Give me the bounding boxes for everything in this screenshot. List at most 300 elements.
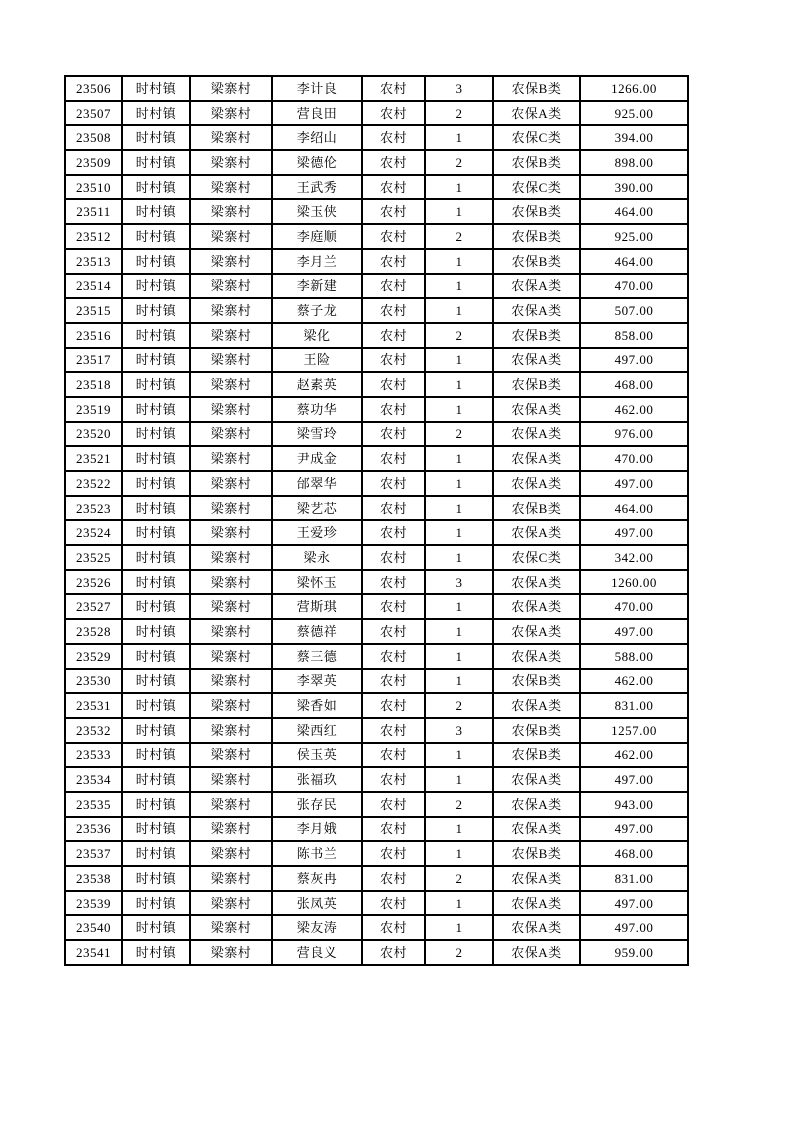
table-cell: 时村镇 [122, 669, 190, 694]
table-cell: 李月兰 [272, 249, 362, 274]
table-cell: 梁寨村 [190, 891, 272, 916]
table-cell: 农保A类 [493, 940, 580, 965]
table-cell: 23526 [65, 570, 122, 595]
table-cell: 时村镇 [122, 915, 190, 940]
table-cell: 23521 [65, 446, 122, 471]
table-cell: 2 [425, 693, 493, 718]
table-cell: 农保A类 [493, 817, 580, 842]
table-cell: 农村 [362, 520, 425, 545]
table-cell: 470.00 [580, 446, 688, 471]
table-cell: 23513 [65, 249, 122, 274]
table-body [65, 76, 688, 965]
table-cell: 农村 [362, 397, 425, 422]
table-cell: 农保A类 [493, 767, 580, 792]
table-cell: 时村镇 [122, 767, 190, 792]
table-cell: 梁寨村 [190, 545, 272, 570]
table-cell: 时村镇 [122, 866, 190, 891]
table-cell: 农保A类 [493, 397, 580, 422]
table-cell: 1257.00 [580, 718, 688, 743]
table-row [65, 101, 688, 126]
table-cell: 23508 [65, 125, 122, 150]
table-row [65, 199, 688, 224]
table-cell: 梁寨村 [190, 274, 272, 299]
table-cell: 3 [425, 76, 493, 101]
table-cell: 1 [425, 619, 493, 644]
table-cell: 营良义 [272, 940, 362, 965]
table-cell: 农保A类 [493, 101, 580, 126]
table-row [65, 298, 688, 323]
table-cell: 农村 [362, 422, 425, 447]
table-cell: 农村 [362, 940, 425, 965]
table-cell: 23528 [65, 619, 122, 644]
table-cell: 农保B类 [493, 669, 580, 694]
table-cell: 李月娥 [272, 817, 362, 842]
table-cell: 1 [425, 496, 493, 521]
table-cell: 农村 [362, 199, 425, 224]
table-cell: 时村镇 [122, 224, 190, 249]
table-row [65, 940, 688, 965]
table-cell: 时村镇 [122, 323, 190, 348]
table-cell: 1 [425, 372, 493, 397]
table-row [65, 644, 688, 669]
table-cell: 蔡功华 [272, 397, 362, 422]
table-cell: 3 [425, 570, 493, 595]
table-cell: 农保A类 [493, 619, 580, 644]
table-cell: 尹成金 [272, 446, 362, 471]
table-cell: 农保B类 [493, 224, 580, 249]
table-cell: 23533 [65, 743, 122, 768]
table-cell: 梁寨村 [190, 125, 272, 150]
table-cell: 23518 [65, 372, 122, 397]
table-cell: 梁化 [272, 323, 362, 348]
table-cell: 梁寨村 [190, 249, 272, 274]
table-cell: 农村 [362, 915, 425, 940]
table-cell: 梁寨村 [190, 76, 272, 101]
table-cell: 497.00 [580, 915, 688, 940]
table-cell: 农村 [362, 496, 425, 521]
table-cell: 时村镇 [122, 743, 190, 768]
table-cell: 农村 [362, 348, 425, 373]
table-cell: 王爱珍 [272, 520, 362, 545]
table-cell: 农保A类 [493, 594, 580, 619]
table-cell: 497.00 [580, 520, 688, 545]
table-cell: 时村镇 [122, 274, 190, 299]
table-cell: 张存民 [272, 792, 362, 817]
table-cell: 农村 [362, 767, 425, 792]
table-cell: 831.00 [580, 693, 688, 718]
table-cell: 农村 [362, 866, 425, 891]
table-cell: 831.00 [580, 866, 688, 891]
table-cell: 农村 [362, 718, 425, 743]
table-cell: 农保A类 [493, 422, 580, 447]
table-cell: 1 [425, 743, 493, 768]
table-cell: 23512 [65, 224, 122, 249]
table-cell: 时村镇 [122, 125, 190, 150]
table-cell: 农村 [362, 175, 425, 200]
table-cell: 462.00 [580, 743, 688, 768]
table-cell: 23515 [65, 298, 122, 323]
table-cell: 农保C类 [493, 125, 580, 150]
table-cell: 农村 [362, 570, 425, 595]
table-cell: 23511 [65, 199, 122, 224]
table-cell: 梁寨村 [190, 372, 272, 397]
table-cell: 农保A类 [493, 792, 580, 817]
table-cell: 23507 [65, 101, 122, 126]
table-cell: 梁寨村 [190, 594, 272, 619]
table-cell: 梁玉侠 [272, 199, 362, 224]
table-cell: 农保A类 [493, 274, 580, 299]
table-cell: 时村镇 [122, 644, 190, 669]
table-row [65, 76, 688, 101]
table-cell: 梁寨村 [190, 940, 272, 965]
table-cell: 梁艺芯 [272, 496, 362, 521]
table-cell: 梁寨村 [190, 422, 272, 447]
table-row [65, 175, 688, 200]
table-cell: 梁寨村 [190, 792, 272, 817]
table-cell: 农村 [362, 619, 425, 644]
table-cell: 农村 [362, 471, 425, 496]
table-row [65, 767, 688, 792]
table-cell: 1 [425, 249, 493, 274]
table-row [65, 125, 688, 150]
table-row [65, 743, 688, 768]
table-cell: 时村镇 [122, 718, 190, 743]
table-cell: 农村 [362, 644, 425, 669]
table-cell: 23509 [65, 150, 122, 175]
table-cell: 23514 [65, 274, 122, 299]
table-cell: 李绍山 [272, 125, 362, 150]
table-cell: 497.00 [580, 471, 688, 496]
table-cell: 23516 [65, 323, 122, 348]
table-row [65, 619, 688, 644]
table-cell: 时村镇 [122, 175, 190, 200]
table-cell: 农村 [362, 891, 425, 916]
table-cell: 1 [425, 915, 493, 940]
table-cell: 农村 [362, 224, 425, 249]
table-cell: 梁寨村 [190, 718, 272, 743]
table-row [65, 496, 688, 521]
table-cell: 497.00 [580, 348, 688, 373]
table-cell: 农村 [362, 545, 425, 570]
table-cell: 农保A类 [493, 644, 580, 669]
table-cell: 时村镇 [122, 397, 190, 422]
table-cell: 时村镇 [122, 298, 190, 323]
table-row [65, 545, 688, 570]
table-cell: 农保B类 [493, 323, 580, 348]
table-cell: 1 [425, 397, 493, 422]
table-cell: 梁寨村 [190, 570, 272, 595]
table-cell: 1 [425, 199, 493, 224]
table-cell: 1 [425, 545, 493, 570]
table-cell: 1 [425, 594, 493, 619]
table-cell: 959.00 [580, 940, 688, 965]
table-cell: 梁寨村 [190, 298, 272, 323]
table-row [65, 446, 688, 471]
table-cell: 464.00 [580, 249, 688, 274]
table-row [65, 693, 688, 718]
table-cell: 农保A类 [493, 471, 580, 496]
table-cell: 23534 [65, 767, 122, 792]
table-cell: 23532 [65, 718, 122, 743]
table-cell: 462.00 [580, 669, 688, 694]
table-cell: 农村 [362, 817, 425, 842]
table-cell: 农保B类 [493, 76, 580, 101]
table-row [65, 669, 688, 694]
table-cell: 梁寨村 [190, 841, 272, 866]
table-cell: 2 [425, 150, 493, 175]
table-cell: 农保B类 [493, 718, 580, 743]
table-cell: 梁寨村 [190, 693, 272, 718]
table-row [65, 594, 688, 619]
table-cell: 时村镇 [122, 619, 190, 644]
table-row [65, 422, 688, 447]
table-cell: 梁香如 [272, 693, 362, 718]
table-row [65, 817, 688, 842]
table-cell: 1260.00 [580, 570, 688, 595]
table-row [65, 372, 688, 397]
table-cell: 农村 [362, 693, 425, 718]
table-cell: 时村镇 [122, 570, 190, 595]
table-cell: 梁寨村 [190, 520, 272, 545]
table-cell: 23524 [65, 520, 122, 545]
table-row [65, 841, 688, 866]
table-cell: 1 [425, 298, 493, 323]
table-row [65, 792, 688, 817]
table-cell: 时村镇 [122, 422, 190, 447]
table-cell: 时村镇 [122, 76, 190, 101]
table-cell: 497.00 [580, 619, 688, 644]
table-cell: 468.00 [580, 372, 688, 397]
table-cell: 1 [425, 471, 493, 496]
table-cell: 925.00 [580, 224, 688, 249]
table-cell: 时村镇 [122, 199, 190, 224]
table-cell: 梁寨村 [190, 101, 272, 126]
table-cell: 1 [425, 175, 493, 200]
table-cell: 507.00 [580, 298, 688, 323]
table-cell: 1 [425, 274, 493, 299]
table-cell: 1 [425, 817, 493, 842]
table-cell: 2 [425, 323, 493, 348]
table-cell: 梁寨村 [190, 619, 272, 644]
table-cell: 农保A类 [493, 520, 580, 545]
table-cell: 农保B类 [493, 372, 580, 397]
table-cell: 李新建 [272, 274, 362, 299]
table-cell: 王险 [272, 348, 362, 373]
table-cell: 梁寨村 [190, 866, 272, 891]
table-cell: 营斯琪 [272, 594, 362, 619]
table-cell: 342.00 [580, 545, 688, 570]
table-row [65, 718, 688, 743]
table-cell: 蔡三德 [272, 644, 362, 669]
table-row [65, 348, 688, 373]
table-cell: 23519 [65, 397, 122, 422]
table-cell: 1 [425, 891, 493, 916]
table-cell: 时村镇 [122, 150, 190, 175]
table-cell: 时村镇 [122, 471, 190, 496]
table-cell: 梁德伦 [272, 150, 362, 175]
table-cell: 23537 [65, 841, 122, 866]
table-cell: 梁西红 [272, 718, 362, 743]
table-cell: 976.00 [580, 422, 688, 447]
table-cell: 23510 [65, 175, 122, 200]
table-cell: 时村镇 [122, 496, 190, 521]
table-cell: 王武秀 [272, 175, 362, 200]
table-cell: 时村镇 [122, 891, 190, 916]
table-cell: 农村 [362, 274, 425, 299]
table-cell: 梁寨村 [190, 348, 272, 373]
table-cell: 23538 [65, 866, 122, 891]
table-cell: 23530 [65, 669, 122, 694]
table-cell: 梁寨村 [190, 915, 272, 940]
table-cell: 2 [425, 422, 493, 447]
table-cell: 农村 [362, 249, 425, 274]
table-cell: 943.00 [580, 792, 688, 817]
table-cell: 23536 [65, 817, 122, 842]
table-cell: 时村镇 [122, 594, 190, 619]
table-row [65, 570, 688, 595]
table-cell: 2 [425, 792, 493, 817]
table-cell: 农村 [362, 792, 425, 817]
table-cell: 梁永 [272, 545, 362, 570]
table-cell: 蔡灰冉 [272, 866, 362, 891]
table-cell: 农村 [362, 841, 425, 866]
table-cell: 农保B类 [493, 841, 580, 866]
table-cell: 1 [425, 669, 493, 694]
table-cell: 农保B类 [493, 150, 580, 175]
table-row [65, 915, 688, 940]
table-cell: 394.00 [580, 125, 688, 150]
table-cell: 23535 [65, 792, 122, 817]
table-cell: 梁寨村 [190, 496, 272, 521]
table-row [65, 866, 688, 891]
table-cell: 农保A类 [493, 891, 580, 916]
table-cell: 梁寨村 [190, 199, 272, 224]
table-cell: 时村镇 [122, 249, 190, 274]
table-row [65, 891, 688, 916]
table-cell: 23523 [65, 496, 122, 521]
table-row [65, 323, 688, 348]
table-cell: 梁寨村 [190, 471, 272, 496]
table-cell: 23531 [65, 693, 122, 718]
table-cell: 462.00 [580, 397, 688, 422]
table-cell: 时村镇 [122, 841, 190, 866]
table-cell: 1 [425, 520, 493, 545]
table-cell: 农保A类 [493, 866, 580, 891]
table-cell: 1 [425, 841, 493, 866]
table-cell: 梁寨村 [190, 817, 272, 842]
table-cell: 农保B类 [493, 743, 580, 768]
table-cell: 23517 [65, 348, 122, 373]
table-cell: 农保C类 [493, 545, 580, 570]
table-cell: 营良田 [272, 101, 362, 126]
table-cell: 农村 [362, 323, 425, 348]
table-cell: 898.00 [580, 150, 688, 175]
table-cell: 蔡德祥 [272, 619, 362, 644]
table-cell: 农保C类 [493, 175, 580, 200]
table-cell: 497.00 [580, 817, 688, 842]
table-cell: 23529 [65, 644, 122, 669]
table-row [65, 471, 688, 496]
table-cell: 23541 [65, 940, 122, 965]
table-cell: 470.00 [580, 274, 688, 299]
table-cell: 农保B类 [493, 249, 580, 274]
table-row [65, 520, 688, 545]
table-cell: 梁寨村 [190, 150, 272, 175]
table-cell: 2 [425, 224, 493, 249]
table-cell: 农保A类 [493, 570, 580, 595]
table-cell: 农村 [362, 446, 425, 471]
table-cell: 农村 [362, 150, 425, 175]
table-cell: 时村镇 [122, 693, 190, 718]
table-cell: 梁寨村 [190, 743, 272, 768]
table-cell: 497.00 [580, 767, 688, 792]
table-cell: 梁雪玲 [272, 422, 362, 447]
table-cell: 23522 [65, 471, 122, 496]
table-cell: 时村镇 [122, 446, 190, 471]
table-cell: 23506 [65, 76, 122, 101]
table-row [65, 249, 688, 274]
table-cell: 464.00 [580, 199, 688, 224]
table-cell: 时村镇 [122, 348, 190, 373]
table-cell: 农保A类 [493, 298, 580, 323]
table-cell: 张凤英 [272, 891, 362, 916]
table-cell: 1 [425, 348, 493, 373]
table-cell: 2 [425, 940, 493, 965]
table-cell: 农保A类 [493, 446, 580, 471]
table-cell: 1 [425, 767, 493, 792]
table-cell: 李庭顺 [272, 224, 362, 249]
table-cell: 梁寨村 [190, 323, 272, 348]
table-cell: 侯玉英 [272, 743, 362, 768]
table-cell: 蔡子龙 [272, 298, 362, 323]
table-cell: 464.00 [580, 496, 688, 521]
table-cell: 梁寨村 [190, 175, 272, 200]
table-cell: 农保B类 [493, 496, 580, 521]
table-cell: 农村 [362, 76, 425, 101]
table-cell: 农村 [362, 372, 425, 397]
table-cell: 3 [425, 718, 493, 743]
table-cell: 邰翠华 [272, 471, 362, 496]
table-cell: 赵素英 [272, 372, 362, 397]
table-row [65, 274, 688, 299]
table-cell: 梁寨村 [190, 669, 272, 694]
table-cell: 李翠英 [272, 669, 362, 694]
insurance-payment-table [64, 75, 689, 966]
table-cell: 1266.00 [580, 76, 688, 101]
table-cell: 农村 [362, 101, 425, 126]
table-cell: 梁友涛 [272, 915, 362, 940]
table-cell: 农村 [362, 298, 425, 323]
table-cell: 农村 [362, 669, 425, 694]
table-cell: 时村镇 [122, 792, 190, 817]
table-cell: 时村镇 [122, 545, 190, 570]
table-cell: 1 [425, 446, 493, 471]
table-cell: 23539 [65, 891, 122, 916]
table-cell: 农村 [362, 743, 425, 768]
table-cell: 梁寨村 [190, 446, 272, 471]
table-cell: 梁怀玉 [272, 570, 362, 595]
table-cell: 农保A类 [493, 915, 580, 940]
table-cell: 1 [425, 644, 493, 669]
table-cell: 农保B类 [493, 199, 580, 224]
table-cell: 农保A类 [493, 693, 580, 718]
table-cell: 时村镇 [122, 372, 190, 397]
table-row [65, 397, 688, 422]
table-cell: 858.00 [580, 323, 688, 348]
table-cell: 张福玖 [272, 767, 362, 792]
table-cell: 23525 [65, 545, 122, 570]
table-cell: 梁寨村 [190, 224, 272, 249]
